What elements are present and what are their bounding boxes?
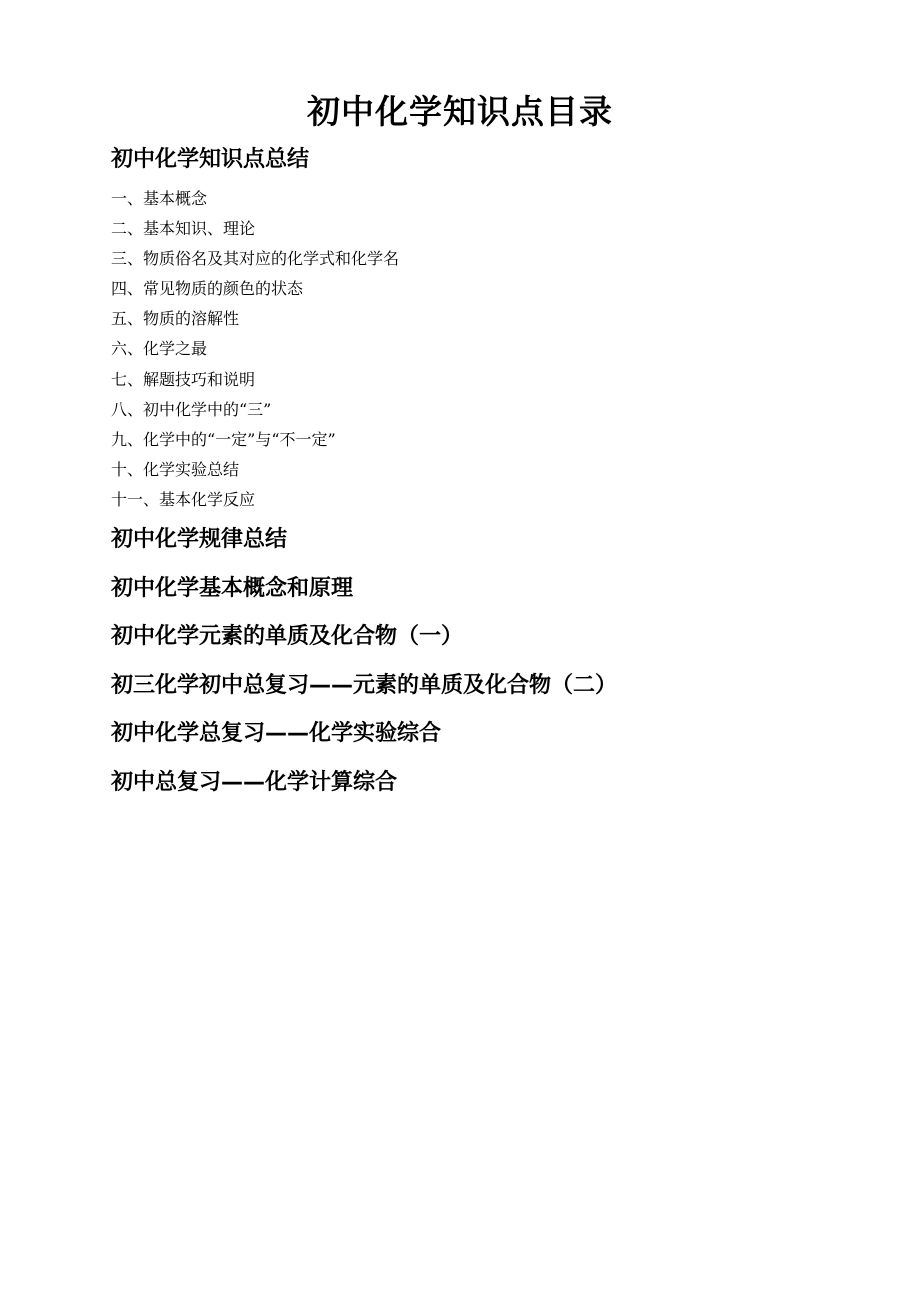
toc-section-heading[interactable]: 初中化学知识点总结 [111,147,310,172]
toc-subitem[interactable]: 七、解题技巧和说明 [111,369,256,389]
toc-section-heading[interactable]: 初中化学基本概念和原理 [111,575,354,601]
toc-subitem[interactable]: 十一、基本化学反应 [111,489,256,509]
toc-section-heading[interactable]: 初中总复习——化学计算综合 [111,769,398,795]
toc-section-heading[interactable]: 初中化学元素的单质及化合物（一） [111,624,464,650]
toc-section-list [111,522,617,814]
toc-section-heading[interactable]: 初三化学初中总复习——元素的单质及化合物（二） [111,672,618,698]
toc-subitem[interactable]: 六、化学之最 [111,339,208,359]
toc-subitem[interactable]: 二、基本知识、理论 [111,219,256,239]
toc-subitem[interactable]: 四、常见物质的颜色的状态 [111,279,304,299]
toc-subitem[interactable]: 一、基本概念 [111,189,208,208]
toc-subitem[interactable]: 三、物质俗名及其对应的化学式和化学名 [111,249,400,269]
toc-subitem[interactable]: 九、化学中的“一定”与“不一定” [111,429,336,449]
toc-section-heading[interactable]: 初中化学总复习——化学实验综合 [111,721,442,747]
toc-subitem-list [111,184,399,515]
toc-subitem[interactable]: 五、物质的溶解性 [111,309,240,329]
document-title: 初中化学知识点目录 [307,92,613,131]
toc-subitem[interactable]: 八、初中化学中的“三” [111,399,272,419]
toc-section-heading[interactable]: 初中化学规律总结 [111,527,288,552]
toc-subitem[interactable]: 十、化学实验总结 [111,459,240,479]
